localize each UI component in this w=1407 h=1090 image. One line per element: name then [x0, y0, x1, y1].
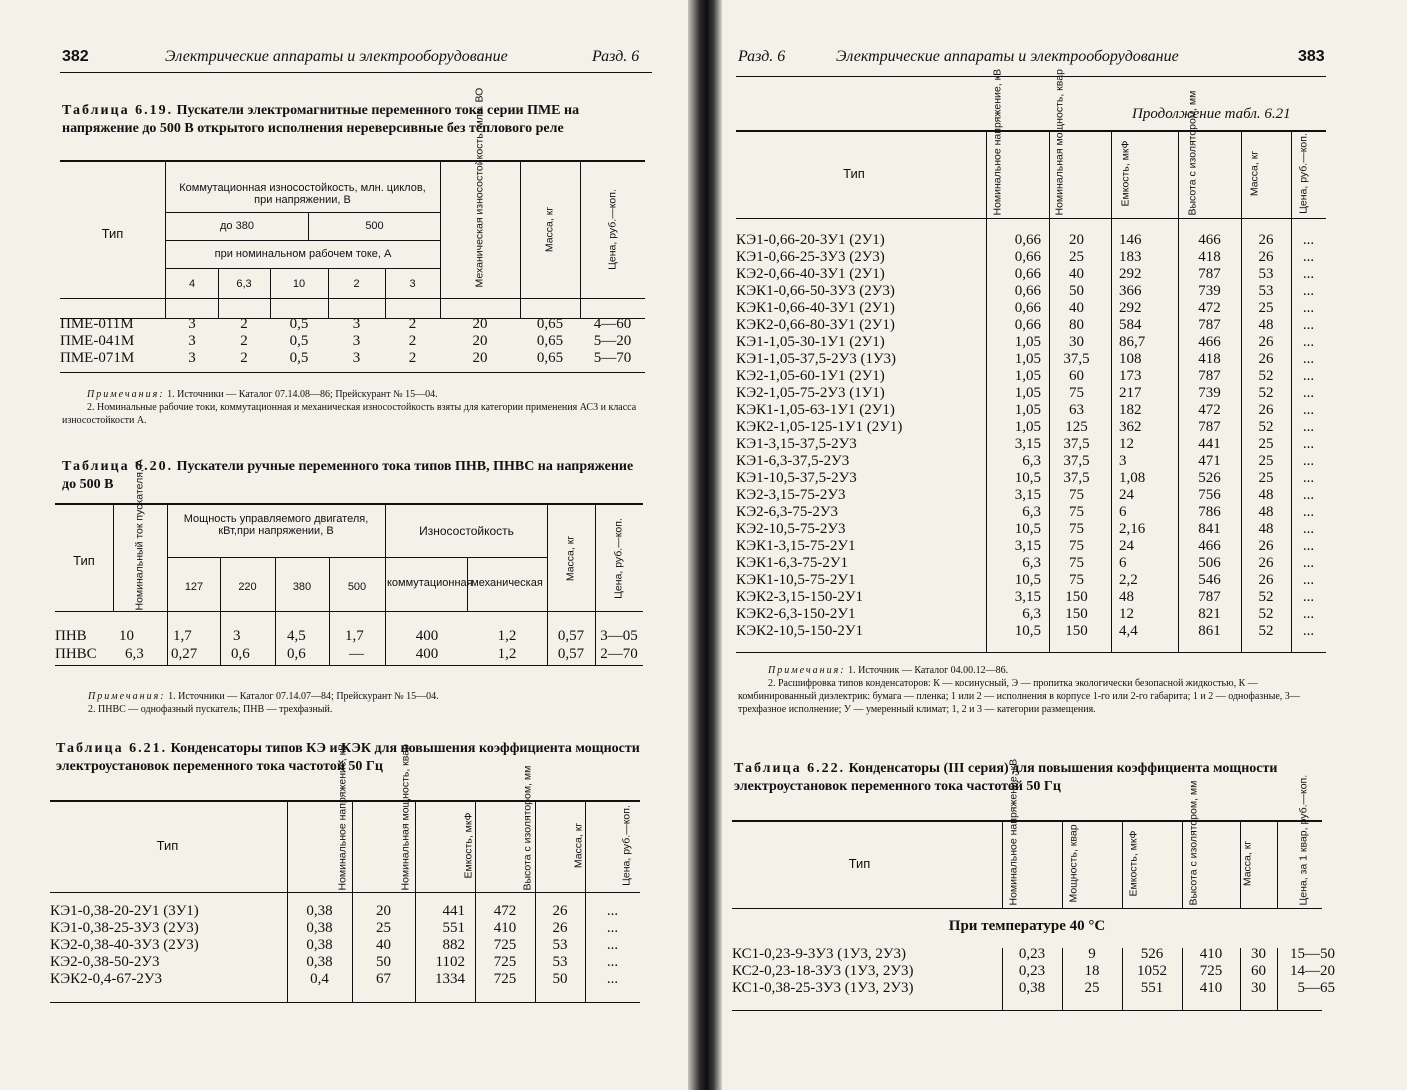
cell-u: 1,05: [1014, 368, 1041, 384]
table-6-22-title: Таблица 6.22. Конденсаторы (III серия) для повышения коэффициента мощности электроустановок переменного тока частотой 50 Гц: [734, 761, 1278, 794]
cell-p: ...: [1302, 453, 1315, 469]
cell-p: ...: [1302, 487, 1315, 503]
section-label: Разд. 6: [738, 48, 786, 65]
cell-type: КЭК2-10,5-150-2У1: [736, 623, 863, 639]
page-number: 382: [62, 48, 89, 65]
cell-c: 292: [1119, 266, 1142, 282]
cell-h: 418: [1198, 351, 1221, 367]
cell-p: ...: [1302, 402, 1315, 418]
cell-h: 418: [1198, 249, 1221, 265]
table-header: Тип Номинальное напряжение, кВ Номинальная мощность, квар Емкость, мкФ Высота с изолятором, мм Масса, кг Цена, руб.—коп.: [736, 132, 1326, 219]
cell-p: ...: [1302, 249, 1315, 265]
cell-h: 526: [1198, 470, 1221, 486]
cell-m: 52: [1258, 385, 1274, 401]
running-title: Электрические аппараты и электрооборудование: [165, 48, 508, 65]
cell-h: 786: [1198, 504, 1221, 520]
cell-u: 0,66: [1014, 300, 1041, 316]
cell-q: 25: [1069, 249, 1084, 265]
cell-p: ...: [1302, 300, 1315, 316]
cell-m: 48: [1258, 521, 1274, 537]
cell-q: 75: [1069, 538, 1084, 554]
cell-m: 48: [1258, 504, 1274, 520]
cell-h: 471: [1198, 453, 1221, 469]
cell-c: 86,7: [1119, 334, 1146, 350]
cell-q: 125: [1065, 419, 1088, 435]
cell-c: 6: [1119, 504, 1127, 520]
cell-p: ...: [1302, 266, 1315, 282]
cell-q: 37,5: [1063, 436, 1090, 452]
cell-p: ...: [1302, 334, 1315, 350]
cell-h: 546: [1198, 572, 1221, 588]
cell-p: ...: [1302, 436, 1315, 452]
cell-type: КЭК1-6,3-75-2У1: [736, 555, 848, 571]
cell-m: 26: [1258, 555, 1274, 571]
table-header: Тип Номинальный ток пускателя, А Мощность управляемого двигателя, кВт,при напряжении, В 127 220 380 500 Износостойкость коммутационная механическая Масса, кг Цена, руб.—коп.: [55, 505, 643, 612]
cell-c: 3: [1119, 453, 1127, 469]
cell-type: КЭК1-1,05-63-1У1 (2У1): [736, 402, 895, 418]
cell-m: 26: [1258, 572, 1274, 588]
running-title: Электрические аппараты и электрооборудование: [836, 48, 1179, 65]
cell-p: ...: [1302, 419, 1315, 435]
cell-p: ...: [1302, 385, 1315, 401]
continuation-label: Продолжение табл. 6.21: [1132, 106, 1291, 122]
cell-p: ...: [1302, 555, 1315, 571]
cell-q: 37,5: [1063, 470, 1090, 486]
cell-type: КЭ2-1,05-60-1У1 (2У1): [736, 368, 885, 384]
cell-type: КЭ1-1,05-30-1У1 (2У1): [736, 334, 885, 350]
cell-u: 1,05: [1014, 419, 1041, 435]
cell-c: 24: [1119, 538, 1134, 554]
cell-p: ...: [1302, 470, 1315, 486]
cell-m: 25: [1258, 470, 1274, 486]
cell-c: 183: [1119, 249, 1142, 265]
cell-type: КЭК2-6,3-150-2У1: [736, 606, 856, 622]
cell-c: 2,16: [1119, 521, 1146, 537]
cell-q: 75: [1069, 385, 1084, 401]
book-gutter: [688, 0, 722, 1090]
cell-q: 37,5: [1063, 351, 1090, 367]
cell-q: 150: [1065, 623, 1088, 639]
cell-c: 1,08: [1119, 470, 1146, 486]
cell-p: ...: [1302, 504, 1315, 520]
cell-m: 52: [1258, 589, 1274, 605]
cell-h: 739: [1198, 283, 1221, 299]
cell-type: КЭ2-6,3-75-2У3: [736, 504, 838, 520]
table-6-21-notes: Примечания: 1. Источник — Каталог 04.00.12—86. 2. Расшифровка типов конденсаторов: К — косинусный, Э — пропитка экологически безопасной жидкостью, К — комбинированный диэлектрик: бумага — пленка; 1 или 2 — исполнения в корпусе 1-го или 2-го габарита; 1 и 2 — однофазные, 3—трехфазное исполнение; У — умеренный климат; 1, 2 и 3 — категории размещения.: [738, 665, 1300, 715]
cell-h: 506: [1198, 555, 1221, 571]
cell-m: 26: [1258, 538, 1274, 554]
cell-h: 787: [1198, 368, 1221, 384]
cell-h: 441: [1198, 436, 1221, 452]
cell-u: 1,05: [1014, 385, 1041, 401]
cell-u: 3,15: [1014, 487, 1041, 503]
cell-c: 108: [1119, 351, 1142, 367]
cell-p: ...: [1302, 572, 1315, 588]
cell-type: КЭК1-0,66-50-3У3 (2У3): [736, 283, 895, 299]
cell-u: 6,3: [1022, 555, 1041, 571]
right-page: Разд. 6 Электрические аппараты и электрооборудование 383 Продолжение табл. 6.21 Тип Номинальное напряжение, кВ Номинальная мощность, квар Емкость, мкФ Высота с изолятором, мм Масса, кг Цена, руб.—коп. КЭ1-0,66-20-3У1 (2У1) 0,66 20 146 466 26 ... КЭ1-0,66-25-3У3 (2У3) 0,66 25 183 418 26 ... КЭ2-0,66-40-3У1 (2У1) 0,66 40 292 787 53 ... КЭК1-0,66-50-3У3 (2У3) 0,66 50 366 739 53 ... КЭК1-0,66-40-3У1 (2У1) 0,66 40 292 472 25 ... КЭК2-0,66-80-3У1 (2У1) 0,66 80 584 787 48 ... КЭ1-1,05-30-1У1 (2У1) 1,05 30 86,7 466 26 ... КЭ1-1,05-37,5-2У3 (1У3) 1,05 37,5 108 418 26 ... КЭ2-1,05-60-1У1 (2У1) 1,05 60 173 787 52 ... КЭ2-1,05-75-2У3 (1У1) 1,05 75 217 739 52 ... КЭК1-1,05-63-1У1 (2У1) 1,05 63 182 472 26 ... КЭК2-1,05-125-1У1 (2У1) 1,05 125 362 787 52 ... КЭ1-3,15-37,5-2У3 3,15 37,5 12 441 25 ... КЭ1-6,3-37,5-2У3 6,3 37,5 3 471 25 ... КЭ1-10,5-37,5-2У3 10,5 37,5 1,08 526 25 ... КЭ2-3,15-75-2У3 3,15 75 24 756 48 ... КЭ2-6,3-75-2У3 6,3 75 6 786 48 ... КЭ2-10,5-75-2У3 10,5 75 2,16 841 48 ... КЭК1-3,15-75-2У1 3,15 75 24 466 26 ... КЭК1-6,3-75-2У1 6,3 75 6 506 26 ... КЭК1-10,5-75-2У1 10,5 75 2,2 546 26 ... КЭК2-3,15-150-2У1 3,15 150 48 787 52 ... КЭК2-6,3-150-2У1 6,3 150 12 821 52 ... КЭК2-10,5-150-2У1 10,5 150 4,4 861 52 ... Примечания: 1. Источник — Каталог 04.00.12—86. 2. Расшифровка типов конденсаторов: К — косинусный, Э — пропитка экологически безопасной жидкостью, К — комбинированный диэлектрик: бумага — пленка; 1 или 2 — исполнения в корпусе 1-го или 2-го габарита; 1 и 2 — однофазные, 3—трехфазное исполнение; У — умеренный климат; 1, 2 и 3 — категории размещения. Таблица 6.22. Конденсаторы (III серия) для повышения коэффициента мощности электроустановок переменного тока частотой 50 Гц Тип Номинальное напряжение, кВ Мощность, квар Емкость, мкФ Высота с изолятором, мм Масса, кг Цена, за 1 квар, руб.—коп. При температуре 40 °С КС1-0,23-9-3У3 (1У3, 2У3) 0,23 9 526 410 30 15—50 КС2-0,23-18-3У3 (1У3, 2У3) 0,23 18 1052 725 60 14—20 КС1-0,38-25-3У3 (1У3, 2У3) 0,38 25 551 410 30 5—65: [718, 0, 1407, 1090]
cell-u: 1,05: [1014, 334, 1041, 350]
cell-c: 24: [1119, 487, 1134, 503]
cell-m: 26: [1258, 232, 1274, 248]
cell-u: 10,5: [1014, 572, 1041, 588]
cell-m: 48: [1258, 317, 1274, 333]
cell-m: 26: [1258, 351, 1274, 367]
cell-u: 6,3: [1022, 504, 1041, 520]
table-header: Тип Номинальное напряжение, кВ Мощность, квар Емкость, мкФ Высота с изолятором, мм Масса, кг Цена, за 1 квар, руб.—коп.: [732, 822, 1322, 909]
cell-q: 75: [1069, 504, 1084, 520]
cell-c: 362: [1119, 419, 1142, 435]
cell-p: ...: [1302, 521, 1315, 537]
cell-h: 787: [1198, 266, 1221, 282]
cell-u: 6,3: [1022, 453, 1041, 469]
cell-p: ...: [1302, 232, 1315, 248]
cell-p: ...: [1302, 317, 1315, 333]
table-6-19-notes: Примечания: 1. Источники — Каталог 07.14.08—86; Прейскурант № 15—04. 2. Номинальные рабочие токи, коммутационная и механическая износостойкость взяты для категории применения АС3 и класса износостойкости А.: [62, 389, 637, 426]
head-rule: [60, 72, 652, 73]
section-label: Разд. 6: [592, 48, 640, 65]
cell-m: 26: [1258, 402, 1274, 418]
cell-type: КЭК1-3,15-75-2У1: [736, 538, 856, 554]
cell-u: 1,05: [1014, 402, 1041, 418]
cell-u: 0,66: [1014, 266, 1041, 282]
cell-type: КЭ1-0,66-25-3У3 (2У3): [736, 249, 885, 265]
cell-q: 30: [1069, 334, 1084, 350]
cell-c: 12: [1119, 606, 1134, 622]
cell-m: 26: [1258, 249, 1274, 265]
cell-q: 40: [1069, 266, 1084, 282]
cell-q: 75: [1069, 555, 1084, 571]
cell-c: 173: [1119, 368, 1142, 384]
cell-q: 37,5: [1063, 453, 1090, 469]
cell-type: КЭ1-10,5-37,5-2У3: [736, 470, 857, 486]
cell-q: 150: [1065, 589, 1088, 605]
cell-h: 466: [1198, 334, 1221, 350]
cell-q: 63: [1069, 402, 1084, 418]
cell-q: 50: [1069, 283, 1084, 299]
cell-type: КЭ1-3,15-37,5-2У3: [736, 436, 857, 452]
cell-c: 48: [1119, 589, 1134, 605]
cell-c: 146: [1119, 232, 1142, 248]
cell-p: ...: [1302, 368, 1315, 384]
cell-u: 10,5: [1014, 521, 1041, 537]
cell-q: 75: [1069, 572, 1084, 588]
cell-m: 26: [1258, 334, 1274, 350]
cell-p: ...: [1302, 351, 1315, 367]
cell-c: 292: [1119, 300, 1142, 316]
cell-h: 787: [1198, 419, 1221, 435]
cell-c: 12: [1119, 436, 1134, 452]
cell-c: 4,4: [1119, 623, 1138, 639]
cell-c: 2,2: [1119, 572, 1138, 588]
cell-type: КЭК1-0,66-40-3У1 (2У1): [736, 300, 895, 316]
cell-q: 60: [1069, 368, 1084, 384]
table-6-19-title: Таблица 6.19. Пускатели электромагнитные переменного тока серии ПМЕ на напряжение до 500 В открытого исполнения нереверсивные без теплового реле: [62, 103, 580, 136]
cell-m: 52: [1258, 623, 1274, 639]
cell-m: 25: [1258, 300, 1274, 316]
cell-h: 787: [1198, 589, 1221, 605]
temperature-subheading: При температуре 40 °С: [948, 918, 1106, 934]
cell-m: 25: [1258, 436, 1274, 452]
cell-q: 40: [1069, 300, 1084, 316]
table-6-20-notes: Примечания: 1. Источники — Каталог 07.14.07—84; Прейскурант № 15—04. 2. ПНВС — однофазный пускатель; ПНВ — трехфазный.: [88, 691, 439, 715]
cell-m: 48: [1258, 487, 1274, 503]
cell-h: 466: [1198, 538, 1221, 554]
cell-type: КЭ1-0,66-20-3У1 (2У1): [736, 232, 885, 248]
cell-type: КЭ2-10,5-75-2У3: [736, 521, 846, 537]
cell-m: 53: [1258, 283, 1274, 299]
cell-c: 584: [1119, 317, 1142, 333]
cell-m: 53: [1258, 266, 1274, 282]
cell-h: 472: [1198, 300, 1221, 316]
cell-c: 217: [1119, 385, 1142, 401]
cell-h: 861: [1198, 623, 1221, 639]
cell-type: КЭ1-6,3-37,5-2У3: [736, 453, 850, 469]
cell-p: ...: [1302, 589, 1315, 605]
cell-u: 0,66: [1014, 232, 1041, 248]
cell-m: 52: [1258, 419, 1274, 435]
cell-h: 472: [1198, 402, 1221, 418]
cell-type: КЭ1-1,05-37,5-2У3 (1У3): [736, 351, 897, 367]
table-header: Тип Коммутационная износостойкость, млн. циклов, при напряжении, В до 380 500 при номинальном рабочем токе, А 4 6,3 10 2 3 Механическая износостойкость, млн. ВО Масса, кг Цена, руб.—коп.: [60, 162, 645, 299]
cell-type: КЭ2-0,66-40-3У1 (2У1): [736, 266, 885, 282]
cell-q: 80: [1069, 317, 1084, 333]
cell-type: КЭК2-3,15-150-2У1: [736, 589, 863, 605]
table-6-21-title: Таблица 6.21. Конденсаторы типов КЭ и КЭК для повышения коэффициента мощности электроустановок переменного тока частотой 50 Гц: [56, 741, 640, 774]
cell-h: 821: [1198, 606, 1221, 622]
cell-c: 6: [1119, 555, 1127, 571]
cell-q: 75: [1069, 521, 1084, 537]
cell-h: 841: [1198, 521, 1221, 537]
cell-type: КЭК1-10,5-75-2У1: [736, 572, 856, 588]
cell-u: 0,66: [1014, 283, 1041, 299]
cell-type: КЭ2-3,15-75-2У3: [736, 487, 846, 503]
cell-c: 366: [1119, 283, 1142, 299]
running-head: [0, 48, 690, 74]
cell-u: 0,66: [1014, 317, 1041, 333]
cell-type: КЭК2-1,05-125-1У1 (2У1): [736, 419, 903, 435]
table-6-20-title: Таблица 6.20. Пускатели ручные переменного тока типов ПНВ, ПНВС на напряжение до 500 В: [62, 459, 634, 492]
cell-q: 20: [1069, 232, 1084, 248]
cell-m: 25: [1258, 453, 1274, 469]
cell-type: КЭ2-1,05-75-2У3 (1У1): [736, 385, 885, 401]
cell-h: 787: [1198, 317, 1221, 333]
cell-c: 182: [1119, 402, 1142, 418]
cell-u: 10,5: [1014, 623, 1041, 639]
cell-h: 739: [1198, 385, 1221, 401]
table-header: Тип Номинальное напряжение, кВ Номинальная мощность, квар Емкость, мкФ Высота с изолятором, мм Масса, кг Цена, руб.—коп.: [50, 802, 640, 893]
cell-h: 466: [1198, 232, 1221, 248]
cell-u: 0,66: [1014, 249, 1041, 265]
cell-u: 6,3: [1022, 606, 1041, 622]
cell-m: 52: [1258, 606, 1274, 622]
page-number: 383: [1298, 48, 1325, 65]
cell-h: 756: [1198, 487, 1221, 503]
cell-u: 3,15: [1014, 589, 1041, 605]
cell-u: 3,15: [1014, 436, 1041, 452]
cell-p: ...: [1302, 623, 1315, 639]
cell-q: 150: [1065, 606, 1088, 622]
cell-q: 75: [1069, 487, 1084, 503]
left-page: 382 Электрические аппараты и электрооборудование Разд. 6 Таблица 6.19. Пускатели электромагнитные переменного тока серии ПМЕ на напряжение до 500 В открытого исполнения нереверсивные без теплового реле Тип Коммутационная износостойкость, млн. циклов, при напряжении, В до 380 500 при номинальном рабочем токе, А 4 6,3 10 2 3 Механическая износостойкость, млн. ВО Масса, кг Цена, руб.—коп. ПМЕ-011М 3 2 0,5 3 2 20 0,65 4—60 ПМЕ-041М 3 2 0,5 3 2 20 0,65 5—20 ПМЕ-071М 3 2 0,5 3 2 20 0,65 5—70 Примечания: 1. Источники — Каталог 07.14.08—86; Прейскурант № 15—04. 2. Номинальные рабочие токи, коммутационная и механическая износостойкость взяты для категории применения АС3 и класса износостойкости А. Таблица 6.20. Пускатели ручные переменного тока типов ПНВ, ПНВС на напряжение до 500 В Тип Номинальный ток пускателя, А Мощность управляемого двигателя, кВт,при напряжении, В 127 220 380 500 Износостойкость коммутационная механическая Масса, кг Цена, руб.—коп. ПНВ 10 1,7 3 4,5 1,7 400 1,2 0,57 3—05 ПНВС 6,3 0,27 0,6 0,6 — 400 1,2 0,57 2—70 Примечания: 1. Источники — Каталог 07.14.07—84; Прейскурант № 15—04. 2. ПНВС — однофазный пускатель; ПНВ — трехфазный. Таблица 6.21. Конденсаторы типов КЭ и КЭК для повышения коэффициента мощности электроустановок переменного тока частотой 50 Гц Тип Номинальное напряжение, кВ Номинальная мощность, квар Емкость, мкФ Высота с изолятором, мм Масса, кг Цена, руб.—коп. КЭ1-0,38-20-2У1 (3У1) 0,38 20 441 472 26 ... КЭ1-0,38-25-3У3 (2У3) 0,38 25 551 410 26 ... КЭ2-0,38-40-3У3 (2У3) 0,38 40 882 725 53 ... КЭ2-0,38-50-2У3 0,38 50 1102 725 53 ... КЭК2-0,4-67-2У3 0,4 67 1334 725 50 ...: [0, 0, 690, 1090]
cell-type: КЭК2-0,66-80-3У1 (2У1): [736, 317, 895, 333]
cell-u: 3,15: [1014, 538, 1041, 554]
cell-p: ...: [1302, 606, 1315, 622]
cell-u: 1,05: [1014, 351, 1041, 367]
cell-u: 10,5: [1014, 470, 1041, 486]
cell-m: 52: [1258, 368, 1274, 384]
cell-p: ...: [1302, 538, 1315, 554]
cell-p: ...: [1302, 283, 1315, 299]
